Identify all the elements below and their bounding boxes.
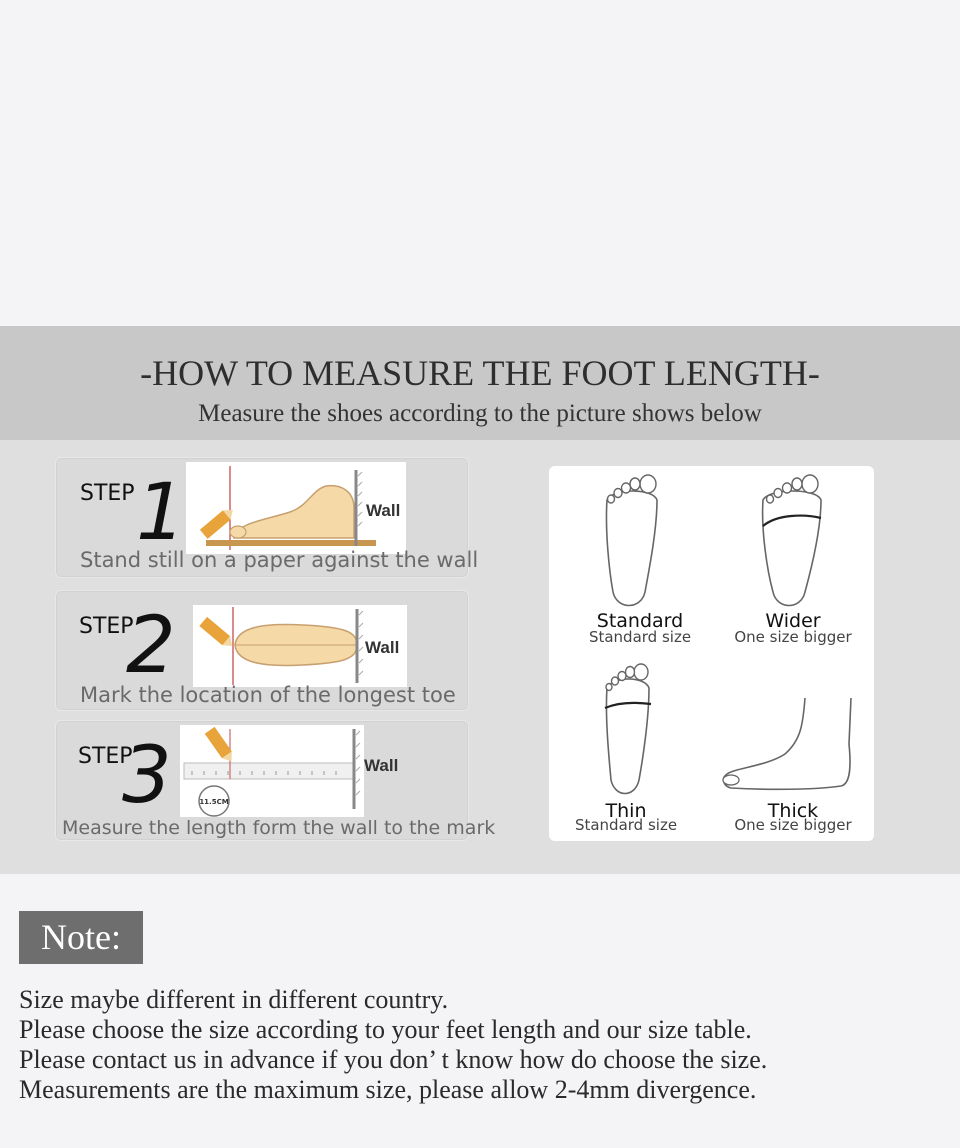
page-subtitle: Measure the shoes according to the picture shows below [198, 400, 762, 427]
step-2-number: 2 [126, 601, 176, 691]
header-band [0, 326, 960, 440]
step-1-number: 1 [136, 468, 186, 558]
step-1-card [55, 457, 479, 578]
step-3-caption: Measure the length form the wall to the mark [62, 817, 496, 839]
step-3-word: STEP [78, 744, 133, 769]
step-1-caption: Stand still on a paper against the wall [80, 548, 479, 572]
thick-foot-icon [715, 694, 865, 804]
foot-top-view-icon [193, 605, 407, 687]
note-line: Please contact us in advance if you don’ t know how do choose the size. [19, 1045, 768, 1074]
page-title: -HOW TO MEASURE THE FOOT LENGTH- [140, 353, 820, 393]
note-list [19, 985, 939, 1105]
foot-type-thin-title: Thin [605, 800, 647, 822]
step-3-ruler-badge: 11.5CM [199, 798, 229, 806]
step-3-wall-label: Wall [364, 756, 399, 775]
ruler-measure-icon [180, 725, 364, 817]
step-3-number: 3 [122, 731, 172, 821]
note-line: Size maybe different in different country. [19, 985, 449, 1014]
step-1-illustration [186, 462, 406, 554]
wider-foot-icon [753, 470, 833, 610]
standard-foot-icon [593, 470, 673, 610]
step-2-card [55, 590, 469, 711]
foot-type-standard-title: Standard [596, 610, 684, 632]
note-line: Measurements are the maximum size, please allow 2-4mm divergence. [19, 1075, 757, 1104]
thin-foot-icon [589, 658, 669, 798]
top-blank-area [0, 0, 960, 326]
step-3-illustration [180, 725, 364, 817]
step-1-word: STEP [80, 481, 135, 506]
note-line: Please choose the size according to your feet length and our size table. [19, 1015, 752, 1044]
step-2-wall-label: Wall [365, 638, 400, 657]
note-badge: Note: [19, 911, 143, 964]
foot-type-standard-subtitle: Standard size [588, 628, 692, 646]
step-2-illustration [193, 605, 407, 687]
foot-type-thick-subtitle: One size bigger [734, 816, 852, 834]
step-2-caption: Mark the location of the longest toe [80, 683, 456, 707]
step-3-card [55, 720, 496, 841]
foot-type-wider-title: Wider [765, 610, 821, 632]
foot-type-thick-title: Thick [767, 800, 819, 822]
step-2-word: STEP [79, 614, 134, 639]
foot-width-panel [549, 466, 874, 841]
step-1-wall-label: Wall [366, 501, 401, 520]
foot-against-wall-icon [186, 462, 406, 554]
measure-section [0, 440, 960, 874]
foot-type-thin-subtitle: Standard size [574, 816, 678, 834]
foot-type-wider-subtitle: One size bigger [734, 628, 852, 646]
